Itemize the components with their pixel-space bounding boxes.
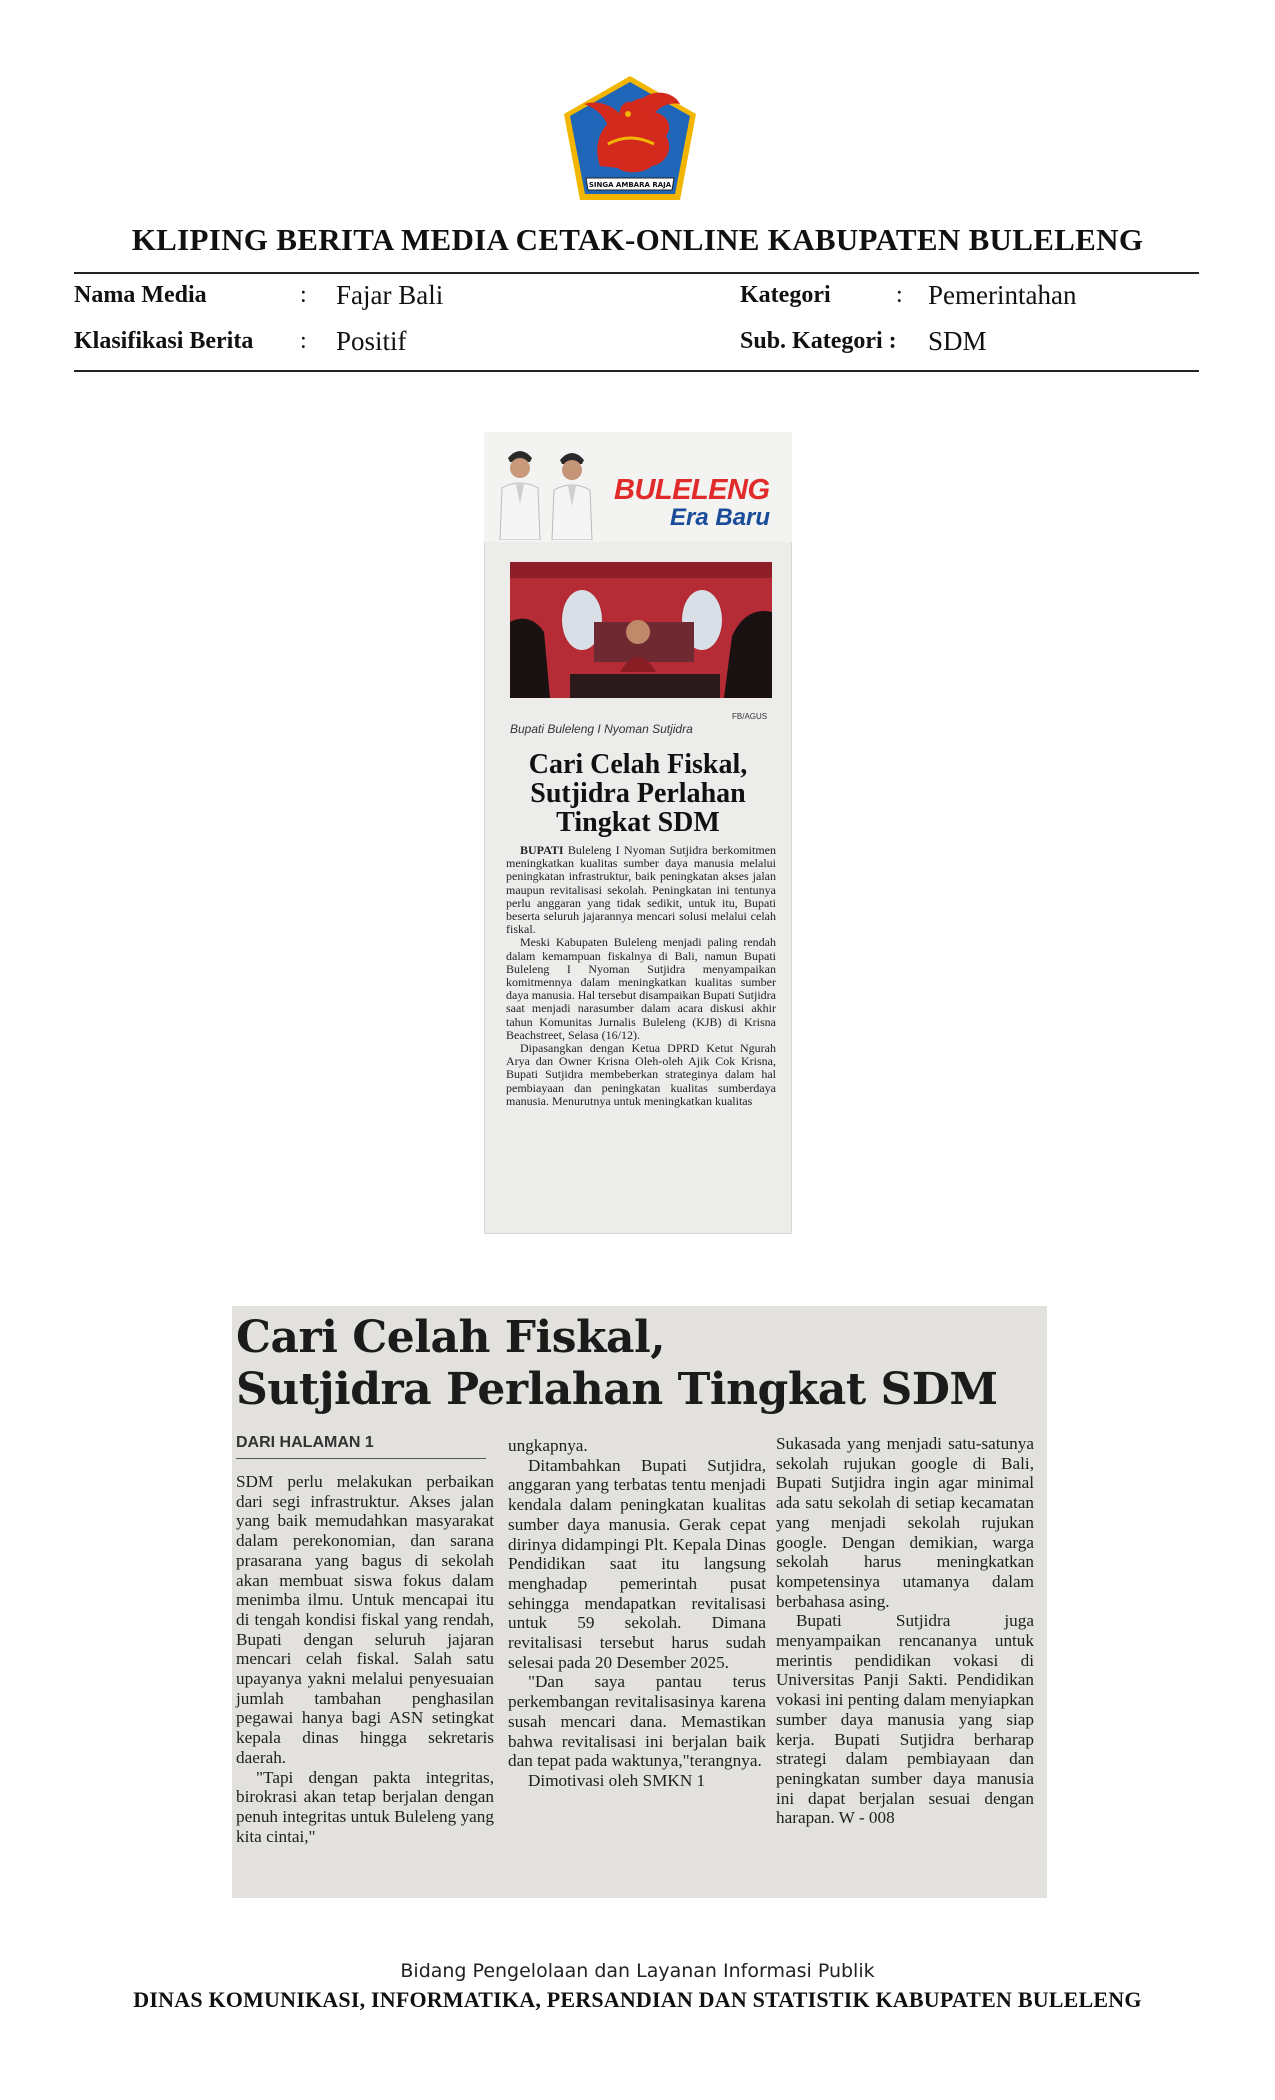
article-column-2: ungkapnya. Ditambahkan Bupati Sutjidra, anggaran yang terbatas tentu menjadi kendala dalam peningkatan kualitas sumber daya manusia. Gerak cepat dirinya didampingi Plt. Kepala Dinas Pendidikan saat itu langsung menghadap pemerintah pusat sehingga mendapatkan revitalisasi untuk 59 sekolah. Dimana revitalisasi tersebut harus sudah selesai pada 20 Desember 2025. "Dan saya pantau terus perkembangan revitalisasinya karena susah mencari dana. Memastikan bahwa revitalisasi ini berjalan baik dan tepat pada waktunya,"terangnya. Dimotivasi oleh SMKN 1 bbox=[508, 1436, 766, 1790]
media-label: Nama Media bbox=[74, 282, 207, 308]
clipping-body bbox=[506, 844, 776, 1108]
newspaper-clipping-continued bbox=[232, 1306, 1047, 1898]
media-colon: : bbox=[300, 282, 307, 308]
official-portrait-left bbox=[496, 444, 544, 540]
clipping-paragraph-1: BUPATI Buleleng I Nyoman Sutjidra berkomitmen meningkatkan kualitas sumber daya manusia melalui peningkatan infrastruktur, baik peningkatan akses jalan maupun revitalisasi sekolah. Peningkatan ini tentunya perlu anggaran yang tidak sedikit, untuk itu, Bupati beserta seluruh jajarannya mencari solusi melalui celah fiskal. bbox=[506, 843, 776, 937]
document-title: KLIPING BERITA MEDIA CETAK-ONLINE KABUPATEN BULELENG bbox=[131, 222, 1144, 257]
classification-label: Klasifikasi Berita bbox=[74, 328, 254, 354]
continued-from-page: DARI HALAMAN 1 bbox=[236, 1434, 374, 1451]
photo-credit: FB/AGUS bbox=[732, 712, 768, 721]
classification-colon: : bbox=[300, 328, 307, 354]
event-photo bbox=[510, 562, 772, 698]
category-value: Pemerintahan bbox=[928, 280, 1077, 310]
buleleng-crest-logo bbox=[562, 74, 698, 202]
clipping-brand: BULELENG bbox=[614, 474, 770, 506]
clipping-banner bbox=[484, 432, 792, 542]
subcategory-label: Sub. Kategori : bbox=[740, 328, 897, 354]
category-colon: : bbox=[896, 282, 903, 308]
continued-rule bbox=[236, 1458, 486, 1459]
clipping-paragraph-2: Meski Kabupaten Buleleng menjadi paling rendah dalam kemampuan fiskalnya di Bali, namun Bupati Buleleng I Nyoman Sutjidra menyampaikan komitmennya dalam meningkatkan kualitas sumber daya manusia. Hal tersebut disampaikan Bupati Sutjidra saat menjadi narasumber dalam acara diskusi akhir tahun Komunitas Jurnalis Buleleng (KJB) di Krisna Beachstreet, Selasa (16/12). bbox=[506, 935, 776, 1042]
media-value: Fajar Bali bbox=[336, 280, 444, 310]
clipping-headline: Cari Celah Fiskal, Sutjidra Perlahan Tingkat SDM bbox=[528, 749, 748, 838]
clipping-paragraph-3: Dipasangkan dengan Ketua DPRD Ketut Ngurah Arya dan Owner Krisna Oleh-oleh Ajik Cok Krisna, Bupati Sutjidra membeberkan strateginya dalam hal pembiayaan dan peningkatan kualitas sumberdaya manusia. Menurutnya untuk meningkatkan kualitas bbox=[506, 1041, 776, 1108]
header-rule-bottom bbox=[74, 370, 1199, 372]
article-column-3: Sukasada yang menjadi satu-satunya sekolah rujukan google di Bali, Bupati Sutjidra ingin agar minimal ada satu sekolah di setiap kecamatan yang menjadi sekolah rujukan google. Dengan demikian, warga sekolah harus meningkatkan kompetensinya utamanya dalam berbahasa asing. Bupati Sutjidra juga menyampaikan rencananya untuk merintis pendidikan vokasi di Universitas Panji Sakti. Pendidikan vokasi ini penting dalam menyiapkan sumber daya manusia yang siap kerja. Bupati Sutjidra berharap strategi dalam pembiayaan dan peningkatan sumber daya manusia ini dapat berjalan sesuai dengan harapan. W - 008 bbox=[776, 1434, 1034, 1828]
footer-agency: DINAS KOMUNIKASI, INFORMATIKA, PERSANDIAN DAN STATISTIK KABUPATEN BULELENG bbox=[133, 1987, 1142, 2012]
subcategory-value: SDM bbox=[928, 326, 987, 356]
category-label: Kategori bbox=[740, 282, 831, 308]
clipping-brand-sub: Era Baru bbox=[670, 504, 771, 531]
official-portrait-right bbox=[548, 446, 596, 540]
newspaper-clipping-front bbox=[484, 432, 792, 1234]
footer-division: Bidang Pengelolaan dan Layanan Informasi Publik bbox=[400, 1960, 875, 1982]
continued-headline: Cari Celah Fiskal, Sutjidra Perlahan Tingkat SDM bbox=[236, 1312, 998, 1415]
logo-motto: SINGA AMBARA RAJA bbox=[588, 181, 672, 189]
classification-value: Positif bbox=[336, 326, 407, 356]
article-column-1: SDM perlu melakukan perbaikan dari segi infrastruktur. Akses jalan yang baik memudahkan masyarakat dalam perekonomian, dan sarana prasarana yang bagus di sekolah akan membuat siswa fokus dalam menimba ilmu. Untuk mencapai itu di tengah kondisi fiskal yang rendah, Bupati dengan seluruh jajaran mencari celah fiskal. Salah satu upayanya yakni melalui penyesuaian jumlah tambahan penghasilan pegawai hanya bagi ASN setingkat kepala dinas hingga sekretaris daerah. "Tapi dengan pakta integritas, birokrasi akan tetap berjalan dengan penuh integritas untuk Buleleng yang kita cintai," bbox=[236, 1472, 494, 1846]
photo-caption: Bupati Buleleng I Nyoman Sutjidra bbox=[510, 722, 693, 736]
header-rule-top bbox=[74, 272, 1199, 274]
